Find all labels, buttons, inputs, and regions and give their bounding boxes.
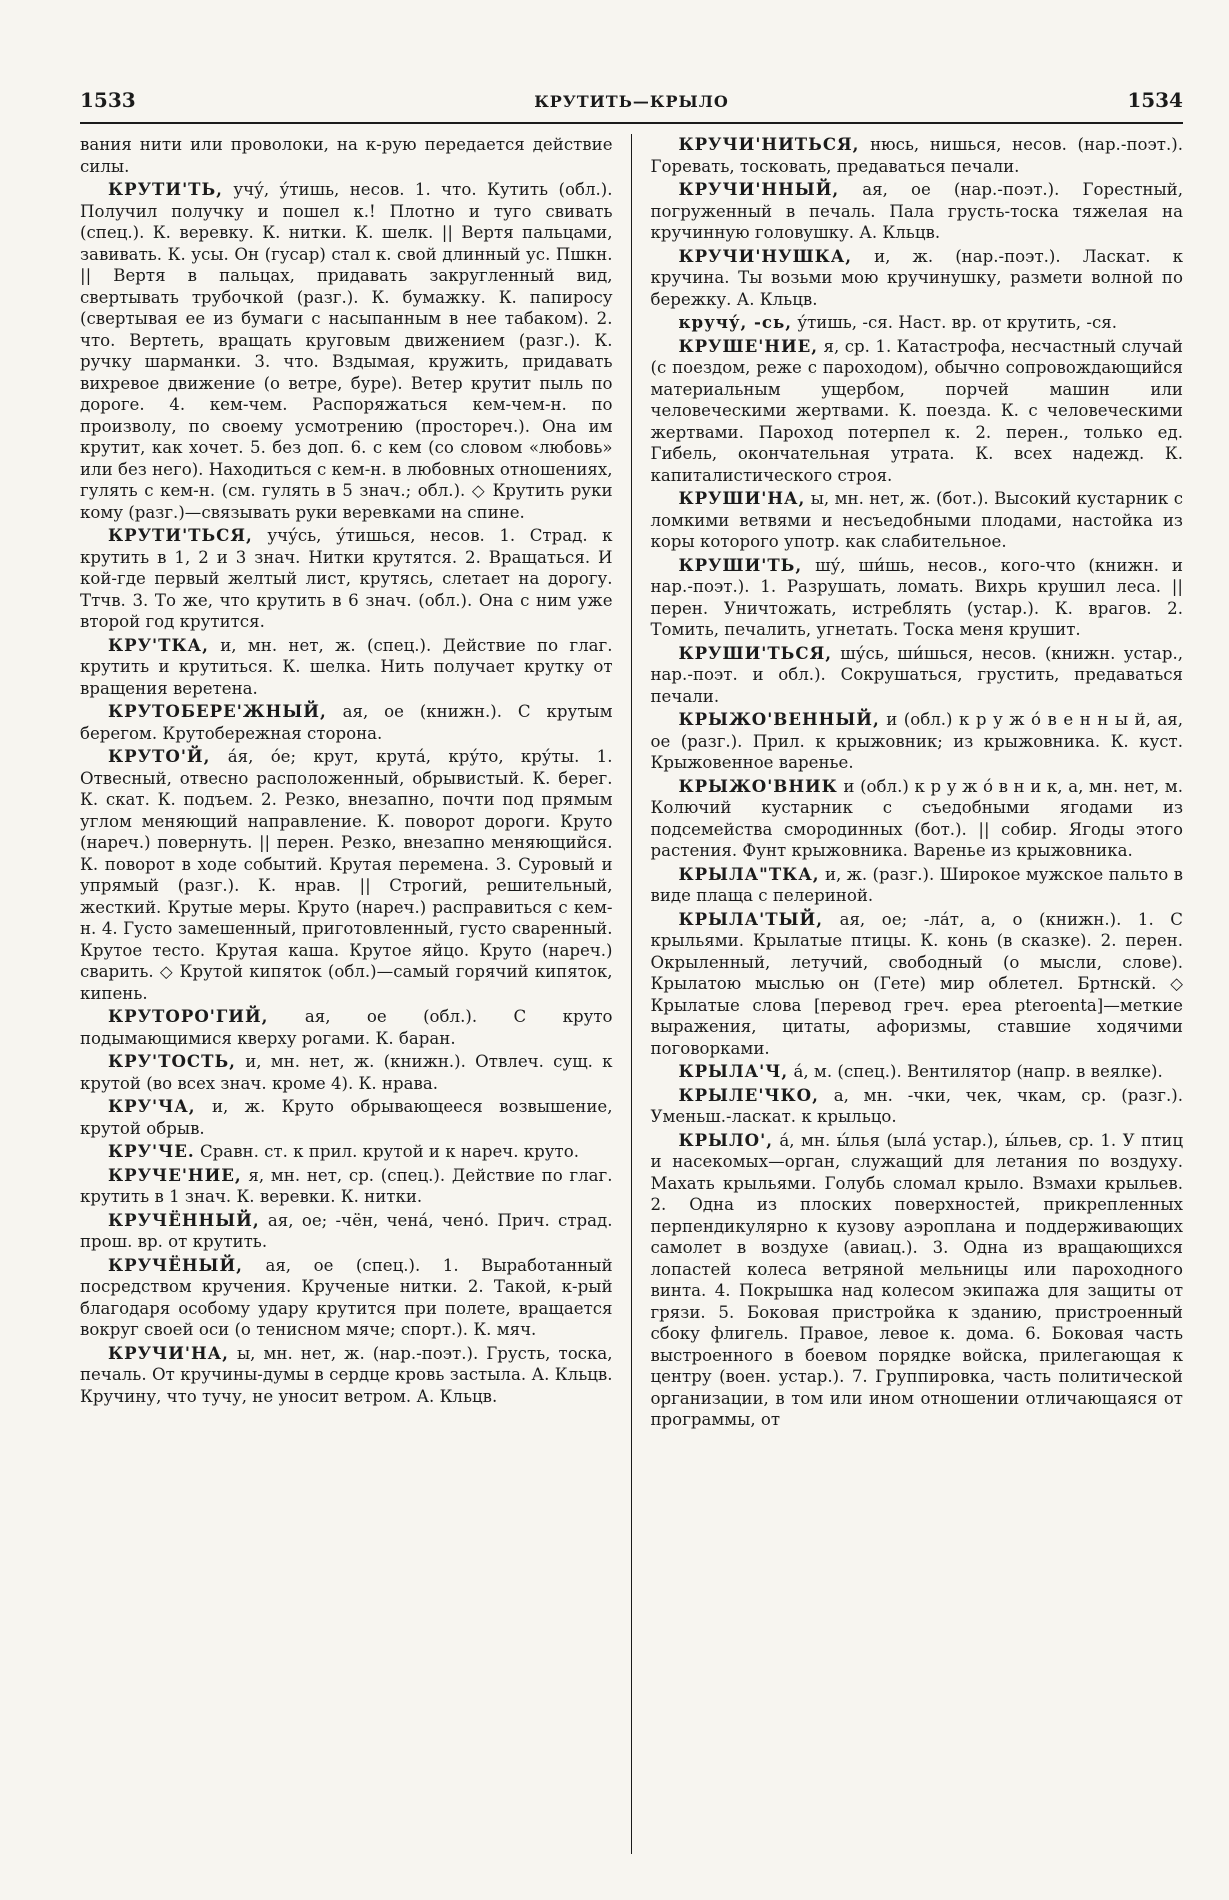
dictionary-entry — [650, 909, 1183, 1060]
entry-text: ая, ое (спец.). 1. Выработанный посредством кручения. Крученые нитки. 2. Такой, к-рый благодаря особому удару крутится при полете, вращается вокруг своей оси (о тенисном мяче; спорт.). К. мяч. — [80, 1255, 613, 1339]
headword: КРУ'ТОСТЬ, — [108, 1051, 236, 1071]
entry-text: ы, мн. нет, ж. (бот.). Высокий кустарник с ломкими ветвями и несъедобными плодами, настойка из коры которого употр. как слабительное. — [650, 489, 1183, 551]
headword: КРУЧЕ'НИЕ, — [108, 1164, 242, 1185]
dictionary-entry — [80, 525, 613, 633]
dictionary-entry — [650, 134, 1183, 177]
headword: КРУЧЁННЫЙ, — [108, 1209, 260, 1230]
entry-text: Сравн. ст. к прил. крутой и к нареч. круто. — [194, 1142, 580, 1161]
dictionary-entry — [80, 746, 613, 1004]
dictionary-entry — [80, 1165, 613, 1208]
columns — [80, 134, 1183, 1854]
headword: кручу́, -сь, — [678, 312, 793, 332]
headword: КРУШИ'ТЬСЯ, — [678, 642, 832, 663]
dictionary-entry — [80, 134, 613, 177]
entry-text: учу́сь, у́тишься, несов. 1. Страд. к крутить в 1, 2 и 3 знач. Нитки крутятся. 2. Вращаться. И кой-где первый желтый лист, крутясь, слетает на дорогу. Ттчв. 3. То же, что крутить в 6 знач. (обл.). Она с ним уже второй год крутится. — [80, 526, 613, 631]
left-page-number: 1533 — [80, 88, 136, 112]
headword: КРУЧИ'НИТЬСЯ, — [678, 134, 860, 154]
left-column — [80, 134, 613, 1854]
headword: КРУШИ'ТЬ, — [678, 554, 803, 575]
headword: КРУЧИ'НУШКА, — [678, 245, 853, 266]
headword: КРУШИ'НА, — [678, 488, 806, 508]
entry-text: ая, ое (книжн.). С крутым берегом. Крутобережная сторона. — [80, 702, 613, 743]
dictionary-entry — [650, 1085, 1183, 1128]
guide-words: КРУТИТЬ—КРЫЛО — [534, 92, 729, 111]
dictionary-entry — [650, 246, 1183, 311]
headword: КРУ'ТКА, — [108, 634, 209, 655]
headword: КРУТИ'ТЬ, — [108, 179, 223, 199]
entry-text: шу́сь, ши́шься, несов. (книжн. устар., нар.-поэт. и обл.). Сокрушаться, грустить, предаваться печали. — [650, 643, 1183, 706]
dictionary-entry — [80, 1096, 613, 1139]
entry-text: и (обл.) к р у ж о́ в е н н ы й, ая, ое (разг.). Прил. к крыжовник; из крыжовника. К. куст. Крыжовенное варенье. — [650, 710, 1183, 772]
headword: КРУТИ'ТЬСЯ, — [108, 525, 253, 545]
entry-text: а́я, о́е; крут, крута́, кру́то, кру́ты. 1. Отвесный, отвесно расположенный, обрывистый. К. берег. К. скат. К. подъем. 2. Резко, внезапно, почти под прямым углом меняющий направление. К. поворот дороги. Круто (нареч.) повернуть. || перен. Резко, внезапно меняющийся. К. поворот в ходе событий. Крутая перемена. 3. Суровый и упрямый (разг.). К. нрав. || Строгий, решительный, жесткий. Крутые меры. Круто (нареч.) расправиться с кем-н. 4. Густо замешенный, приготовленный, густо сваренный. Крутое тесто. Крутая каша. Крутое яйцо. Круто (нареч.) сварить. ◇ Крутой кипяток (обл.)—самый горячий кипяток, кипень. — [80, 747, 613, 1003]
dictionary-entry — [650, 336, 1183, 487]
entry-text: у́тишь, -ся. Наст. вр. от крутить, -ся. — [792, 313, 1118, 332]
dictionary-entry — [650, 179, 1183, 244]
entry-text: и, мн. нет, ж. (книжн.). Отвлеч. сущ. к крутой (во всех знач. кроме 4). К. нрава. — [80, 1052, 613, 1093]
dictionary-entry — [650, 709, 1183, 774]
headword: КРЫЖО'ВЕННЫЙ, — [678, 709, 880, 729]
headword: КРУЧЁНЫЙ, — [108, 1254, 243, 1275]
dictionary-entry — [650, 864, 1183, 907]
dictionary-entry — [80, 1006, 613, 1049]
entry-text: а, мн. -чки, чек, чкам, ср. (разг.). Уменьш.-ласкат. к крыльцо. — [650, 1085, 1183, 1126]
headword: КРУТОРО'ГИЙ, — [108, 1006, 269, 1026]
entry-text: и, ж. (разг.). Широкое мужское пальто в виде плаща с пелериной. — [650, 864, 1183, 905]
dictionary-entry — [650, 488, 1183, 553]
headword: КРУЧИ'НА, — [108, 1342, 229, 1363]
right-page-number: 1534 — [1127, 88, 1183, 112]
headword: КРЫЖО'ВНИК — [678, 775, 838, 796]
entry-text: я, ср. 1. Катастрофа, несчастный случай (с поездом, реже с пароходом), обычно сопровождающийся материальным ущербом, порчей машин или человеческими жертвами. К. поезда. К. с человеческими жертвами. Пароход потерпел к. 2. перен., только ед. Гибель, окончательная утрата. К. всех надежд. К. капиталистического строя. — [650, 336, 1183, 485]
headword: КРУ'ЧА, — [108, 1096, 196, 1116]
headword: КРЫЛА'ТЫЙ, — [678, 908, 824, 929]
entry-text: и, мн. нет, ж. (спец.). Действие по глаг. крутить и крутиться. К. шелка. Нить получает крутку от вращения веретена. — [80, 635, 613, 698]
right-column — [650, 134, 1183, 1854]
headword: КРУТО'Й, — [108, 746, 211, 766]
dictionary-entry — [80, 1210, 613, 1253]
dictionary-entry — [80, 179, 613, 523]
headword: КРУЧИ'ННЫЙ, — [678, 179, 840, 199]
headword: КРУ'ЧЕ. — [108, 1141, 195, 1161]
dictionary-entry — [80, 1051, 613, 1094]
entry-text: ы, мн. нет, ж. (нар.-поэт.). Грусть, тоска, печаль. От кручины-думы в сердце кровь застыла. А. Кльцв. Кручину, что тучу, не уносит ветром. А. Кльцв. — [80, 1343, 613, 1406]
dictionary-entry — [650, 1061, 1183, 1083]
entry-text: ая, ое; -чён, чена́, чено́. Прич. страд. прош. вр. от крутить. — [80, 1210, 613, 1251]
entry-text: и (обл.) к р у ж о́ в н и к, а, мн. нет, м. Колючий кустарник с съедобными ягодами из подсемейства смородинных (бот.). || собир. Ягоды этого растения. Фунт крыжовника. Варенье из крыжовника. — [650, 776, 1183, 860]
entry-text: а́, мн. ы́лья (ыла́ устар.), ы́льев, ср. 1. У птиц и насекомых—орган, служащий для летания по воздуху. Махать крыльями. Голубь сломал крыло. Взмахи крыльев. 2. Одна из плоских поверхностей, прикрепленных перпендикулярно к кузову аэроплана и поддерживающих самолет в воздухе (авиац.). 3. Одна из вращающихся лопастей колеса ветряной мельницы или пароходного винта. 4. Покрышка над колесом экипажа для защиты от грязи. 5. Боковая пристройка к зданию, пристроенный сбоку флигель. Правое, левое к. дома. 6. Боковая часть выстроенного в боевом порядке войска, прилегающая к центру (воен. устар.). 7. Группировка, часть политической организации, в том или ином отношении отличающаяся от программы, от — [650, 1130, 1183, 1429]
entry-text: я, мн. нет, ср. (спец.). Действие по глаг. крутить в 1 знач. К. веревки. К. нитки. — [80, 1165, 613, 1206]
dictionary-entry — [80, 1141, 613, 1163]
dictionary-entry — [650, 555, 1183, 641]
headword: КРЫЛО', — [678, 1129, 773, 1150]
entry-text: а́, м. (спец.). Вентилятор (напр. в веялке). — [788, 1062, 1163, 1081]
dictionary-entry — [650, 776, 1183, 862]
dictionary-entry — [650, 312, 1183, 334]
page-header — [80, 88, 1183, 124]
entry-text: и, ж. (нар.-поэт.). Ласкат. к кручина. Ты возьми мою кручинушку, размети волной по бережку. А. Кльцв. — [650, 246, 1183, 309]
column-divider — [631, 134, 633, 1854]
dictionary-entry — [650, 643, 1183, 708]
dictionary-entry — [80, 1343, 613, 1408]
entry-text: и, ж. Круто обрывающееся возвышение, крутой обрыв. — [80, 1097, 613, 1138]
entry-text: шу́, ши́шь, несов., кого-что (книжн. и нар.-поэт.). 1. Разрушать, ломать. Вихрь крушил леса. || перен. Уничтожать, истреблять (устар.). К. врагов. 2. Томить, печалить, угнетать. Тоска меня крушит. — [650, 555, 1183, 639]
entry-text: нюсь, нишься, несов. (нар.-поэт.). Горевать, тосковать, предаваться печали. — [650, 135, 1183, 176]
dictionary-entry — [80, 635, 613, 700]
entry-text: учу́, у́тишь, несов. 1. что. Кутить (обл.). Получил получку и пошел к.! Плотно и туго свивать (спец.). К. веревку. К. нитки. К. шелк. || Вертя пальцами, завивать. К. усы. Он (гусар) стал к. свой длинный ус. Пшкн. || Вертя в пальцах, придавать закругленный вид, свертывать трубочкой (разг.). К. бумажку. К. папиросу (свертывая ее из бумаги с насыпанным в нее табаком). 2. что. Вертеть, вращать круговым движением (разг.). К. ручку шарманки. 3. что. Вздымая, кружить, придавать вихревое движение (о ветре, буре). Ветер крутит пыль по дороге. 4. кем-чем. Распоряжаться кем-чем-н. по произволу, по своему усмотрению (простореч.). Она им крутит, как хочет. 5. без доп. 6. с кем (со словом «любовь» или без него). Находиться с кем-н. в любовных отношениях, гулять с кем-н. (см. гулять в 5 знач.; обл.). ◇ Крутить руки кому (разг.)—связывать руки веревками на спине. — [80, 180, 613, 522]
entry-text: ая, ое (нар.-поэт.). Горестный, погруженный в печаль. Пала грусть-тоска тяжелая на кручинную головушку. А. Кльцв. — [650, 180, 1183, 242]
headword: КРУШЕ'НИЕ, — [678, 335, 819, 356]
entry-text: ая, ое (обл.). С круто подымающимися кверху рогами. К. баран. — [80, 1007, 613, 1048]
headword: КРУТОБЕРЕ'ЖНЫЙ, — [108, 701, 327, 721]
headword: КРЫЛЕ'ЧКО, — [678, 1084, 819, 1105]
headword: КРЫЛА'Ч, — [678, 1061, 789, 1081]
dictionary-entry — [80, 1255, 613, 1341]
dictionary-entry — [650, 1130, 1183, 1431]
entry-text: ая, ое; -ла́т, а, о (книжн.). 1. С крыльями. Крылатые птицы. К. конь (в сказке). 2. перен. Окрыленный, летучий, свободный (о мысли, слове). Крылатою мыслью он (Гете) мир облетел. Бртнскй. ◇ Крылатые слова [перевод греч. epea pteroenta]—меткие выражения, цитаты, афоризмы, ставшие ходячими поговорками. — [650, 909, 1183, 1058]
headword: КРЫЛА"ТКА, — [678, 863, 820, 884]
dictionary-entry — [80, 701, 613, 744]
entry-text: вания нити или проволоки, на к-рую передается действие силы. — [80, 135, 613, 176]
